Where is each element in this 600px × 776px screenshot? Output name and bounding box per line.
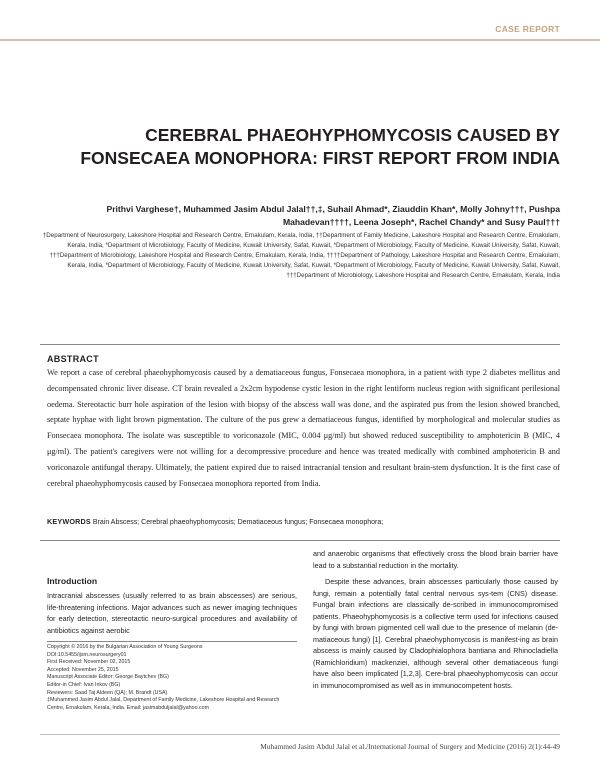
frontmatter-line: Reviewers: Saad Taj Aldeen (QA); M. Brandt (USA) [47, 689, 168, 696]
frontmatter-rule [47, 641, 297, 642]
abstract-heading: ABSTRACT [47, 354, 99, 364]
intro-left-text: Intracranial abscesses (usually referred to as brain abscesses) are serious, life-threatening infections. Major advances such as newer imaging techniques for early detection, stereotactic neuro-surgical procedures and availability of antibiotics against aerobic [47, 591, 297, 635]
author-list: Prithvi Varghese†, Muhammed Jasim Abdul Jalal††,‡, Suhail Ahmad*, Ziauddin Khan*, Molly Johny†††, Pushpa Mahadevan††††, Leena Joseph*, Rachel Chandy* and Susy Paul††† [106, 204, 560, 227]
article-frontmatter [47, 644, 297, 712]
frontmatter-line: Manuscript Associate Editor: George Baytchev (BG) [47, 674, 169, 681]
intro-paragraph: Despite these advances, brain abscesses particularly those caused by fungi, remain a potentially fatal central nervous sys-tem (CNS) disease. Fungal brain infections are classically de-scribed in immunocompromised patients. Phaeohyphomycosis is a collective term used for infections caused by fungi with brown pigmented cell wall due to the presence of melanin (de-matiaceous fungi) [1]. Cerebral phaeohyphomycosis is manifest-ing as brain abscess is mainly caused by Cladophialophora bantiana and Rhinocladiella (Ramichloridium) mackenziei, although several other dematiaceous fungi have also been implicated [1,2,3]. Cere-bral phaeohyphomycosis can occur in immunocompromised as well as in immunocompetent hosts. [313, 577, 558, 690]
abstract-text: We report a case of cerebral phaeohyphomycosis caused by a dematiaceous fungus, Fonsecaea monophora, in a patient with type 2 diabetes mellitus and decompensated chronic liver disease. CT brain revealed a 2x2cm hypodense cystic lesion in the right lentiform nucleus region with significant perilesional oedema. Stereotactic burr hole aspiration of the lesion with biopsy of the abscess wall was done, and the aspirated pus from the lesion showed branched, septate hyphae with light brown pigmentation. The culture of the pus grew a dematiaceous fungus, identified by morphological and molecular studies as Fonsecaea monophora. The isolate was susceptible to voriconazole (MIC, 0.004 μg/ml) but showed reduced susceptibility to amphotericin B (MIC, 4 μg/ml). The patient's caregivers were not willing for a decompressive procedure and hence was treated medically with combined amphotericin B and voriconazole antifungal therapy. Ultimately, the patient expired due to raised intracranial tension and resultant brain-stem dysfunction. It is the first case of cerebral phaeohyphomycosis caused by Fonsecaea monophora reported from India. [47, 368, 560, 488]
affiliations: †Department of Neurosurgery, Lakeshore Hospital and Research Centre, Ernakulam, Kerala, India, ††Department of Family Medicine, Lakeshore Hospital and Research Centre, Ernakulam, Kerala, India, *Department of Microbiology, Faculty of Medicine, Kuwait University, Safat, Kuwait, *Department of Microbiology, Faculty of Medicine, Kuwait University, Safat, Kuwait, †††Department of Microbiology, Lakeshore Hospital and Research Centre, Ernakulam, Kerala, India, ††††Department of Pathology, Lakeshore Hospital and Research Centre, Ernakulam, Kerala, India, *Department of Microbiology, Faculty of Medicine, Kuwait University, Safat, Kuwait, *Department of Microbiology, Faculty of Medicine, Kuwait University, Safat, Kuwait, †††Department of Microbiology, Lakeshore Hospital and Research Centre, Ernakulam, Kerala, India [42, 232, 560, 279]
frontmatter-line: ‡Muhammed Jasim Abdul Jalal, Department of Family Medicine, Lakeshore Hospital and Research Centre, Ernakulam, Kerala, India. Email: jasimabduljalal@yahoo.com [47, 697, 280, 711]
frontmatter-line: Editor-in Chief: Ivan Inkov (BG) [47, 681, 121, 688]
section-label: CASE REPORT [495, 24, 560, 34]
intro-paragraph: and anaerobic organisms that effectively cross the blood brain barrier have lead to a substantial reduction in the mortality. [313, 549, 558, 570]
frontmatter-line: Accepted: November 25, 2015 [47, 666, 119, 673]
frontmatter-line: DOI:10.5455/ijsm.neurosurgery01 [47, 651, 127, 658]
intro-right-column [313, 548, 558, 691]
article-title: CEREBRAL PHAEOHYPHOMYCOSIS CAUSED BY FONSECAEA MONOPHORA: FIRST REPORT FROM INDIA [80, 125, 560, 168]
header-rule [0, 39, 600, 41]
frontmatter-line: First Received: November 02, 2015 [47, 659, 131, 666]
keywords-label: KEYWORDS [47, 517, 91, 526]
footer-rule [40, 734, 560, 735]
frontmatter-line: Copyright © 2016 by the Bulgarian Association of Young Surgeons [47, 644, 203, 650]
abstract-bottom-rule [40, 540, 560, 541]
running-footer: Muhammed Jasim Abdul Jalal et al./International Journal of Surgery and Medicine (2016) 2(1):44-49 [260, 742, 560, 751]
intro-heading: Introduction [47, 576, 98, 586]
keywords-text: Brain Abscess; Cerebral phaeohyphomycosis; Dematiaceous fungus; Fonsecaea monophora; [92, 519, 384, 526]
abstract-top-rule [40, 344, 560, 345]
keywords [47, 517, 560, 528]
